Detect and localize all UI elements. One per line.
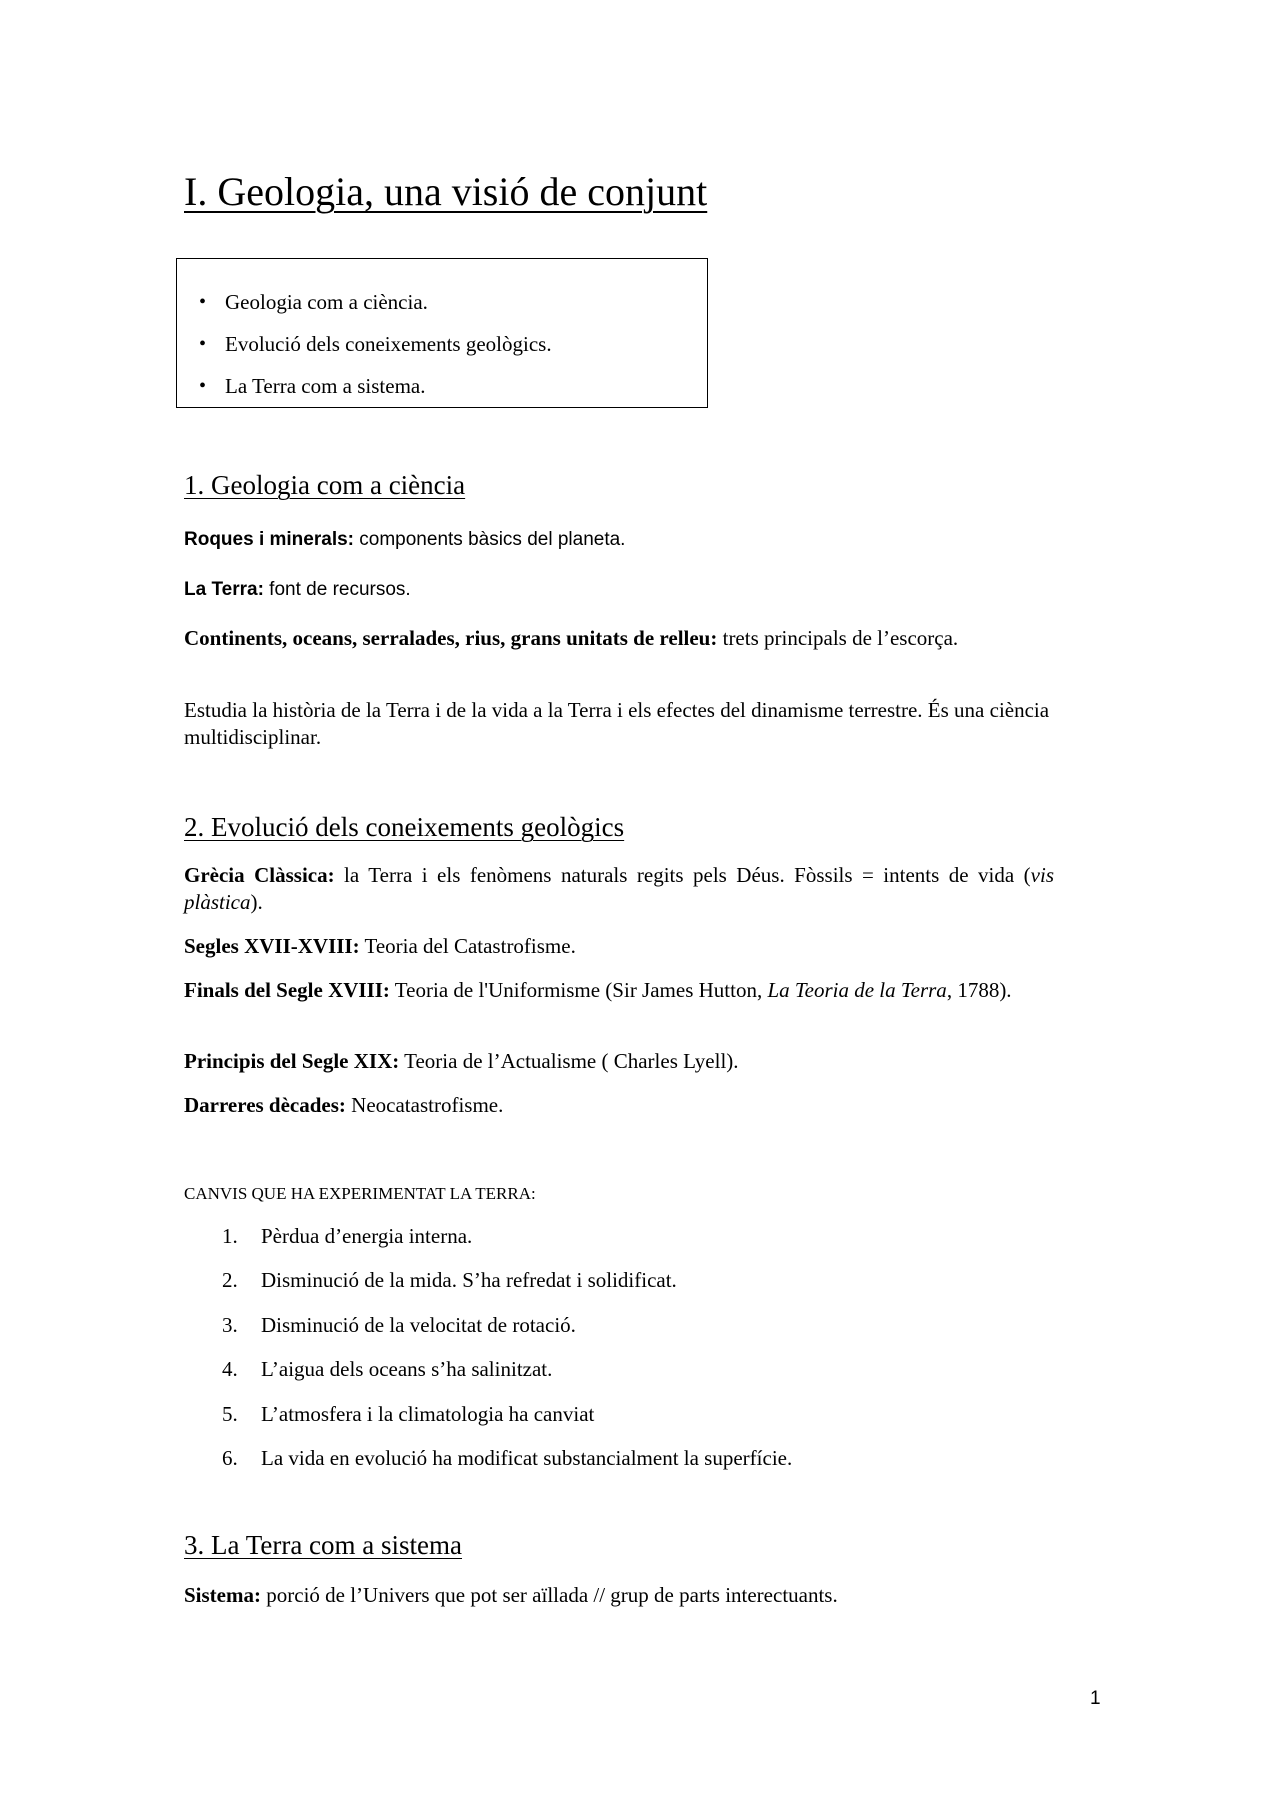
paragraph-finals (184, 977, 1054, 1004)
definition: font de recursos. (263, 579, 411, 600)
term: Grècia Clàssica: (184, 863, 335, 887)
list-item (184, 1303, 792, 1347)
paragraph-estudia: Estudia la història de la Terra i de la vida a la Terra i els efectes del dinamisme terrestre. És una ciència multidisciplinar. (184, 698, 1050, 749)
item-number: 5. (222, 1401, 238, 1426)
item-text: L’atmosfera i la climatologia ha canviat (261, 1401, 595, 1426)
item-number: 4. (222, 1357, 238, 1382)
definition-end: , 1788). (946, 978, 1012, 1002)
item-text: L’aigua dels oceans s’ha salinitzat. (261, 1357, 553, 1382)
paragraph-principis (184, 1048, 1054, 1075)
paragraph-segles (184, 933, 1054, 960)
italic-term: La Teoria de la Terra (767, 978, 947, 1002)
item-text: La vida en evolució ha modificat substancialment la superfície. (261, 1445, 793, 1470)
term: La Terra: (184, 579, 264, 600)
paragraph-sistema (184, 1582, 1054, 1609)
paragraph-roques (184, 526, 1054, 553)
term: Finals del Segle XVIII: (184, 978, 390, 1002)
term: Roques i minerals: (184, 529, 354, 550)
summary-item: • Evolució dels coneixements geològics. (225, 323, 707, 365)
definition: trets principals de l’escorça. (717, 626, 959, 650)
page-title: I. Geologia, una visió de conjunt (184, 169, 708, 214)
section-heading-2: 2. Evolució dels coneixements geològics (184, 812, 625, 842)
list-item (184, 1436, 792, 1480)
list-item (184, 1214, 792, 1258)
definition: components bàsics del planeta. (354, 529, 626, 550)
list-item (184, 1347, 792, 1391)
definition-end: ). (250, 890, 263, 914)
changes-heading: CANVIS QUE HA EXPERIMENTAT LA TERRA: (184, 1184, 536, 1203)
list-item (184, 1392, 792, 1436)
definition: Teoria de l’Actualisme ( Charles Lyell). (399, 1049, 739, 1073)
term: Continents, oceans, serralades, rius, grans unitats de relleu: (184, 626, 718, 650)
term: Darreres dècades: (184, 1093, 346, 1117)
page-number: 1 (1090, 1688, 1101, 1709)
summary-item: • Geologia com a ciència. (225, 281, 707, 323)
item-text: Disminució de la mida. S’ha refredat i solidificat. (261, 1268, 677, 1293)
paragraph-terra (184, 576, 1054, 603)
definition: la Terra i els fenòmens naturals regits pels Déus. Fòssils = intents de vida ( (334, 863, 1031, 887)
section-heading-1: 1. Geologia com a ciència (184, 470, 466, 500)
item-number: 6. (222, 1445, 238, 1470)
section-heading-3: 3. La Terra com a sistema (184, 1530, 463, 1560)
item-number: 2. (222, 1268, 238, 1293)
item-text: Disminució de la velocitat de rotació. (261, 1312, 576, 1337)
summary-box (176, 258, 708, 408)
item-text: Pèrdua d’energia interna. (261, 1224, 473, 1248)
summary-list (177, 281, 707, 407)
item-number: 3. (222, 1312, 238, 1337)
italic-term: vis plàstica (184, 863, 1054, 914)
paragraph-continents (184, 625, 984, 652)
term: Segles XVII-XVIII: (184, 934, 360, 958)
definition: Teoria de l'Uniformisme (Sir James Hutton, (389, 978, 768, 1002)
paragraph-darreres (184, 1092, 1054, 1119)
changes-list (184, 1214, 792, 1480)
definition: porció de l’Univers que pot ser aïllada // grup de parts interectuants. (261, 1583, 838, 1607)
term: Principis del Segle XIX: (184, 1049, 400, 1073)
definition: Neocatastrofisme. (345, 1093, 504, 1117)
list-item (184, 1258, 792, 1302)
definition: Teoria del Catastrofisme. (359, 934, 576, 958)
paragraph-grecia (184, 862, 1054, 916)
item-number: 1. (222, 1224, 238, 1248)
summary-item: • La Terra com a sistema. (225, 365, 707, 407)
term: Sistema: (184, 1583, 261, 1607)
